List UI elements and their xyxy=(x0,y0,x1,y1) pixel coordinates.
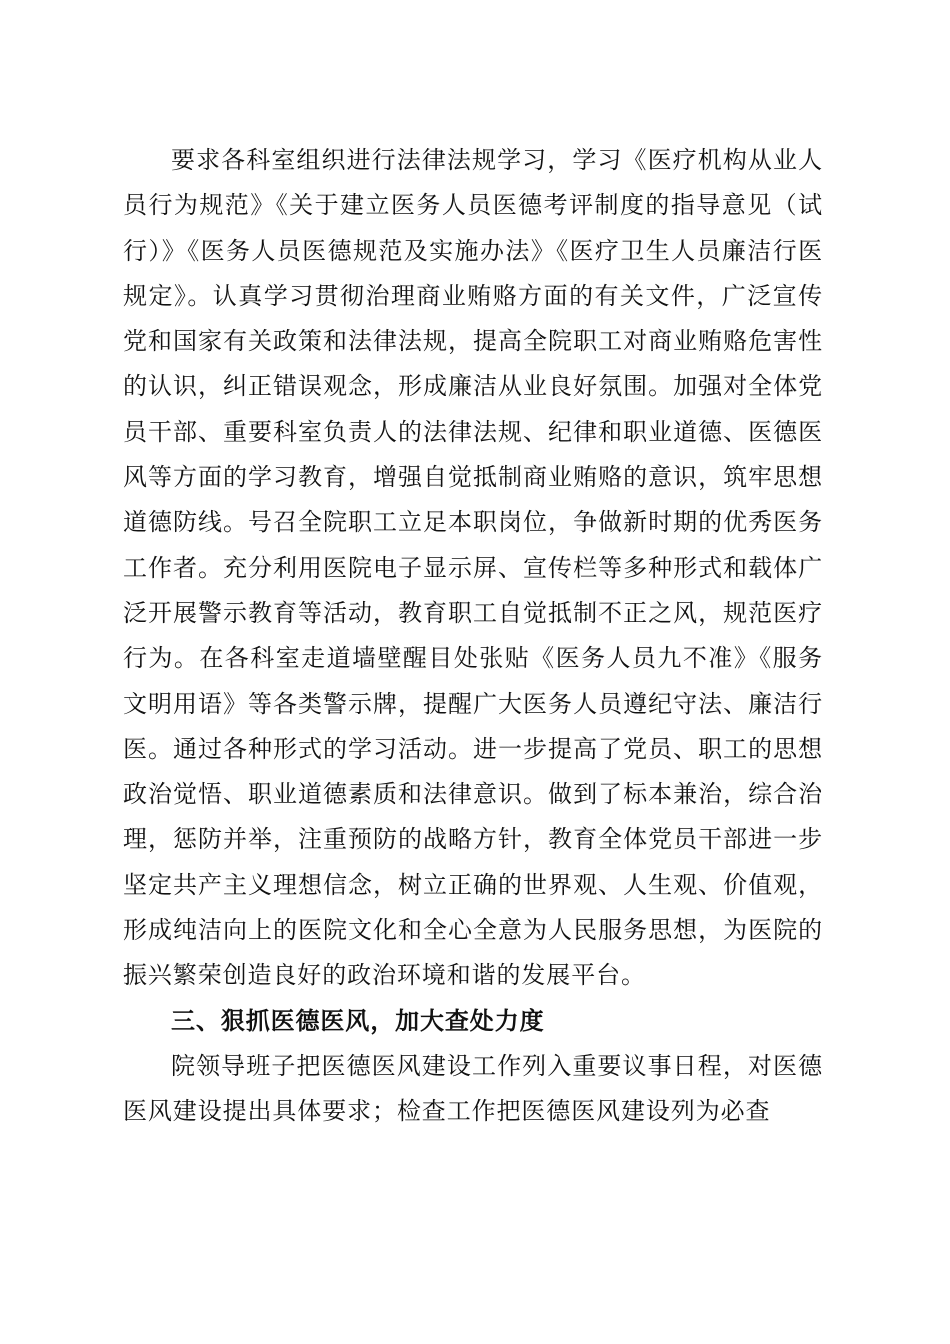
document-body xyxy=(123,138,823,1135)
body-paragraph: 要求各科室组织进行法律法规学习，学习《医疗机构从业人员行为规范》《关于建立医务人员医德考评制度的指导意见（试行）》《医务人员医德规范及实施办法》《医疗卫生人员廉洁行医规定》。认真学习贯彻治理商业贿赂方面的有关文件，广泛宣传党和国家有关政策和法律法规，提高全院职工对商业贿赂危害性的认识，纠正错误观念，形成廉洁从业良好氛围。加强对全体党员干部、重要科室负责人的法律法规、纪律和职业道德、医德医风等方面的学习教育，增强自觉抵制商业贿赂的意识，筑牢思想道德防线。号召全院职工立足本职岗位，争做新时期的优秀医务工作者。充分利用医院电子显示屏、宣传栏等多种形式和载体广泛开展警示教育等活动，教育职工自觉抵制不正之风，规范医疗行为。在各科室走道墙壁醒目处张贴《医务人员九不准》《服务文明用语》等各类警示牌，提醒广大医务人员遵纪守法、廉洁行医。通过各种形式的学习活动。进一步提高了党员、职工的思想政治觉悟、职业道德素质和法律意识。做到了标本兼治，综合治理，惩防并举，注重预防的战略方针，教育全体党员干部进一步坚定共产主义理想信念，树立正确的世界观、人生观、价值观，形成纯洁向上的医院文化和全心全意为人民服务思想，为医院的振兴繁荣创造良好的政治环境和谐的发展平台。 xyxy=(123,146,823,990)
section-heading: 三、狠抓医德医风，加大查处力度 xyxy=(171,1006,545,1035)
body-paragraph: 院领导班子把医德医风建设工作列入重要议事日程，对医德医风建设提出具体要求；检查工作把医德医风建设列为必查 xyxy=(123,1051,823,1126)
